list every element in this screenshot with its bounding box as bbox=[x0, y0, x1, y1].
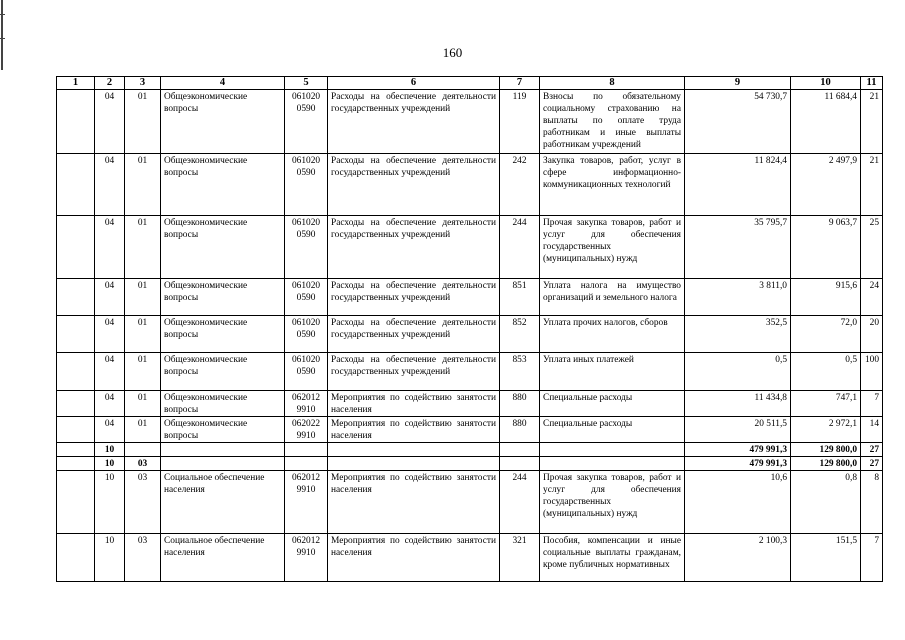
cell-subsection-name: Общеэкономические вопросы bbox=[161, 417, 285, 443]
cell-section-code: 10 bbox=[95, 471, 125, 534]
cell-expense-type: 244 bbox=[500, 471, 540, 534]
cell-article-name: Расходы на обеспечение деятельности государственных учреждений bbox=[328, 279, 500, 316]
cell-section bbox=[57, 90, 95, 154]
table-row bbox=[57, 471, 883, 534]
cell-subsection-name: Социальное обеспечение населения bbox=[161, 471, 285, 534]
table-row bbox=[57, 279, 883, 316]
cell-plan-amount: 11 434,8 bbox=[685, 391, 791, 417]
cell-section-code: 04 bbox=[95, 417, 125, 443]
cell-article-name: Расходы на обеспечение деятельности государственных учреждений bbox=[328, 154, 500, 216]
cell-target-article: 061020 0590 bbox=[285, 90, 328, 154]
cell-article-name: Расходы на обеспечение деятельности государственных учреждений bbox=[328, 316, 500, 353]
cell-article-name: Мероприятия по содействию занятости населения bbox=[328, 471, 500, 534]
cell-target-article bbox=[285, 443, 328, 457]
column-header: 3 bbox=[125, 77, 161, 90]
page-number: 160 bbox=[442, 45, 463, 60]
cell-target-article: 062012 9910 bbox=[285, 471, 328, 534]
cell-actual-amount: 72,0 bbox=[791, 316, 861, 353]
table-row bbox=[57, 391, 883, 417]
cell-expense-name: Прочая закупка товаров, работ и услуг для обеспечения государственных (муниципальных) нужд bbox=[540, 216, 685, 279]
cell-expense-type: 880 bbox=[500, 417, 540, 443]
cell-percent: 25 bbox=[861, 216, 883, 279]
cell-target-article: 061020 0590 bbox=[285, 353, 328, 391]
cell-plan-amount: 35 795,7 bbox=[685, 216, 791, 279]
cell-subsection-code: 01 bbox=[125, 391, 161, 417]
cell-section-code: 04 bbox=[95, 90, 125, 154]
cell-subsection-code bbox=[125, 443, 161, 457]
cell-plan-amount: 20 511,5 bbox=[685, 417, 791, 443]
cell-section bbox=[57, 471, 95, 534]
column-header: 2 bbox=[95, 77, 125, 90]
cell-target-article: 061020 0590 bbox=[285, 279, 328, 316]
cell-section bbox=[57, 316, 95, 353]
cell-actual-amount: 0,5 bbox=[791, 353, 861, 391]
cell-plan-amount: 2 100,3 bbox=[685, 534, 791, 582]
cell-section bbox=[57, 417, 95, 443]
cell-expense-type: 242 bbox=[500, 154, 540, 216]
cell-expense-name bbox=[540, 443, 685, 457]
cell-section-code: 04 bbox=[95, 154, 125, 216]
cell-percent: 24 bbox=[861, 279, 883, 316]
table-row bbox=[57, 417, 883, 443]
cell-section bbox=[57, 391, 95, 417]
cell-actual-amount: 11 684,4 bbox=[791, 90, 861, 154]
cell-expense-name: Прочая закупка товаров, работ и услуг для обеспечения государственных (муниципальных) нужд bbox=[540, 471, 685, 534]
cell-section-code: 10 bbox=[95, 457, 125, 471]
cell-actual-amount: 129 800,0 bbox=[791, 443, 861, 457]
cell-percent: 7 bbox=[861, 534, 883, 582]
cell-actual-amount: 0,8 bbox=[791, 471, 861, 534]
cell-section bbox=[57, 216, 95, 279]
cell-percent: 21 bbox=[861, 154, 883, 216]
cell-subsection-code: 01 bbox=[125, 90, 161, 154]
cell-plan-amount: 479 991,3 bbox=[685, 457, 791, 471]
cell-plan-amount: 479 991,3 bbox=[685, 443, 791, 457]
cell-subsection-code: 03 bbox=[125, 457, 161, 471]
cell-actual-amount: 151,5 bbox=[791, 534, 861, 582]
cell-subsection-name: Общеэкономические вопросы bbox=[161, 279, 285, 316]
cell-section-code: 04 bbox=[95, 353, 125, 391]
cell-section-code: 04 bbox=[95, 391, 125, 417]
cell-section bbox=[57, 457, 95, 471]
column-header: 4 bbox=[161, 77, 285, 90]
cell-expense-name: Закупка товаров, работ, услуг в сфере информационно-коммуникационных технологий bbox=[540, 154, 685, 216]
table-row bbox=[57, 353, 883, 391]
table-row bbox=[57, 534, 883, 582]
cell-expense-type bbox=[500, 443, 540, 457]
cell-expense-type: 852 bbox=[500, 316, 540, 353]
cell-subsection-name: Общеэкономические вопросы bbox=[161, 90, 285, 154]
cell-target-article: 062022 9910 bbox=[285, 417, 328, 443]
cell-subsection-name bbox=[161, 443, 285, 457]
cell-target-article: 062012 9910 bbox=[285, 534, 328, 582]
cell-actual-amount: 747,1 bbox=[791, 391, 861, 417]
cell-percent: 27 bbox=[861, 443, 883, 457]
cell-expense-name: Уплата иных платежей bbox=[540, 353, 685, 391]
cell-article-name: Мероприятия по содействию занятости населения bbox=[328, 417, 500, 443]
cell-subsection-name: Общеэкономические вопросы bbox=[161, 353, 285, 391]
cell-section bbox=[57, 443, 95, 457]
cell-expense-type: 853 bbox=[500, 353, 540, 391]
cell-subsection-code: 01 bbox=[125, 316, 161, 353]
cell-plan-amount: 11 824,4 bbox=[685, 154, 791, 216]
cell-actual-amount: 129 800,0 bbox=[791, 457, 861, 471]
cell-section-code: 10 bbox=[95, 443, 125, 457]
cell-expense-type: 851 bbox=[500, 279, 540, 316]
cell-actual-amount: 915,6 bbox=[791, 279, 861, 316]
cell-target-article: 062012 9910 bbox=[285, 391, 328, 417]
cell-section-code: 04 bbox=[95, 316, 125, 353]
column-header: 10 bbox=[791, 77, 861, 90]
cell-expense-type: 244 bbox=[500, 216, 540, 279]
cell-target-article bbox=[285, 457, 328, 471]
table-body bbox=[57, 90, 883, 582]
cell-expense-type: 119 bbox=[500, 90, 540, 154]
cell-article-name: Расходы на обеспечение деятельности государственных учреждений bbox=[328, 216, 500, 279]
cell-subsection-name: Общеэкономические вопросы bbox=[161, 216, 285, 279]
cell-expense-type: 880 bbox=[500, 391, 540, 417]
cell-expense-name: Взносы по обязательному социальному страхованию на выплаты по оплате труда работникам и иные выплаты работникам учреждений bbox=[540, 90, 685, 154]
cell-subsection-name: Общеэкономические вопросы bbox=[161, 316, 285, 353]
cell-actual-amount: 9 063,7 bbox=[791, 216, 861, 279]
table-header-row bbox=[57, 77, 883, 90]
cell-target-article: 061020 0590 bbox=[285, 154, 328, 216]
cell-expense-name: Специальные расходы bbox=[540, 417, 685, 443]
cell-percent: 8 bbox=[861, 471, 883, 534]
cell-subsection-code: 01 bbox=[125, 154, 161, 216]
cell-expense-name bbox=[540, 457, 685, 471]
cell-article-name: Расходы на обеспечение деятельности государственных учреждений bbox=[328, 90, 500, 154]
cell-subsection-code: 03 bbox=[125, 534, 161, 582]
cell-article-name bbox=[328, 457, 500, 471]
cell-subsection-name: Социальное обеспечение населения bbox=[161, 534, 285, 582]
cell-subsection-code: 01 bbox=[125, 216, 161, 279]
cell-section bbox=[57, 353, 95, 391]
cell-article-name: Мероприятия по содействию занятости населения bbox=[328, 534, 500, 582]
column-header: 8 bbox=[540, 77, 685, 90]
cell-section bbox=[57, 154, 95, 216]
column-header: 7 bbox=[500, 77, 540, 90]
cell-percent: 14 bbox=[861, 417, 883, 443]
cell-target-article: 061020 0590 bbox=[285, 216, 328, 279]
column-header: 1 bbox=[57, 77, 95, 90]
cell-percent: 27 bbox=[861, 457, 883, 471]
cell-target-article: 061020 0590 bbox=[285, 316, 328, 353]
cell-plan-amount: 352,5 bbox=[685, 316, 791, 353]
cell-article-name bbox=[328, 443, 500, 457]
table-row bbox=[57, 443, 883, 457]
cell-subsection-code: 01 bbox=[125, 353, 161, 391]
column-header: 9 bbox=[685, 77, 791, 90]
cell-expense-name: Уплата прочих налогов, сборов bbox=[540, 316, 685, 353]
cell-subsection-code: 03 bbox=[125, 471, 161, 534]
cell-percent: 21 bbox=[861, 90, 883, 154]
cell-subsection-name bbox=[161, 457, 285, 471]
column-header: 6 bbox=[328, 77, 500, 90]
cell-article-name: Расходы на обеспечение деятельности государственных учреждений bbox=[328, 353, 500, 391]
cell-percent: 20 bbox=[861, 316, 883, 353]
table-row bbox=[57, 316, 883, 353]
cell-section-code: 04 bbox=[95, 216, 125, 279]
cell-expense-name: Пособия, компенсации и иные социальные выплаты гражданам, кроме публичных нормативных bbox=[540, 534, 685, 582]
cell-article-name: Мероприятия по содействию занятости населения bbox=[328, 391, 500, 417]
column-header: 11 bbox=[861, 77, 883, 90]
column-header: 5 bbox=[285, 77, 328, 90]
cell-expense-type bbox=[500, 457, 540, 471]
cell-expense-name: Специальные расходы bbox=[540, 391, 685, 417]
cell-expense-type: 321 bbox=[500, 534, 540, 582]
cell-section-code: 10 bbox=[95, 534, 125, 582]
cell-plan-amount: 54 730,7 bbox=[685, 90, 791, 154]
cell-plan-amount: 10,6 bbox=[685, 471, 791, 534]
cell-section bbox=[57, 534, 95, 582]
table-row bbox=[57, 90, 883, 154]
cell-percent: 100 bbox=[861, 353, 883, 391]
cell-plan-amount: 3 811,0 bbox=[685, 279, 791, 316]
cell-subsection-code: 01 bbox=[125, 279, 161, 316]
cell-section-code: 04 bbox=[95, 279, 125, 316]
table-row bbox=[57, 216, 883, 279]
cell-expense-name: Уплата налога на имущество организаций и земельного налога bbox=[540, 279, 685, 316]
cell-subsection-name: Общеэкономические вопросы bbox=[161, 154, 285, 216]
cell-actual-amount: 2 497,9 bbox=[791, 154, 861, 216]
cell-actual-amount: 2 972,1 bbox=[791, 417, 861, 443]
table-row bbox=[57, 457, 883, 471]
table-row bbox=[57, 154, 883, 216]
binding-margin-tick bbox=[0, 38, 5, 39]
cell-percent: 7 bbox=[861, 391, 883, 417]
cell-subsection-code: 01 bbox=[125, 417, 161, 443]
cell-subsection-name: Общеэкономические вопросы bbox=[161, 391, 285, 417]
budget-table bbox=[56, 76, 883, 582]
cell-plan-amount: 0,5 bbox=[685, 353, 791, 391]
binding-margin-tick bbox=[0, 14, 5, 15]
cell-section bbox=[57, 279, 95, 316]
